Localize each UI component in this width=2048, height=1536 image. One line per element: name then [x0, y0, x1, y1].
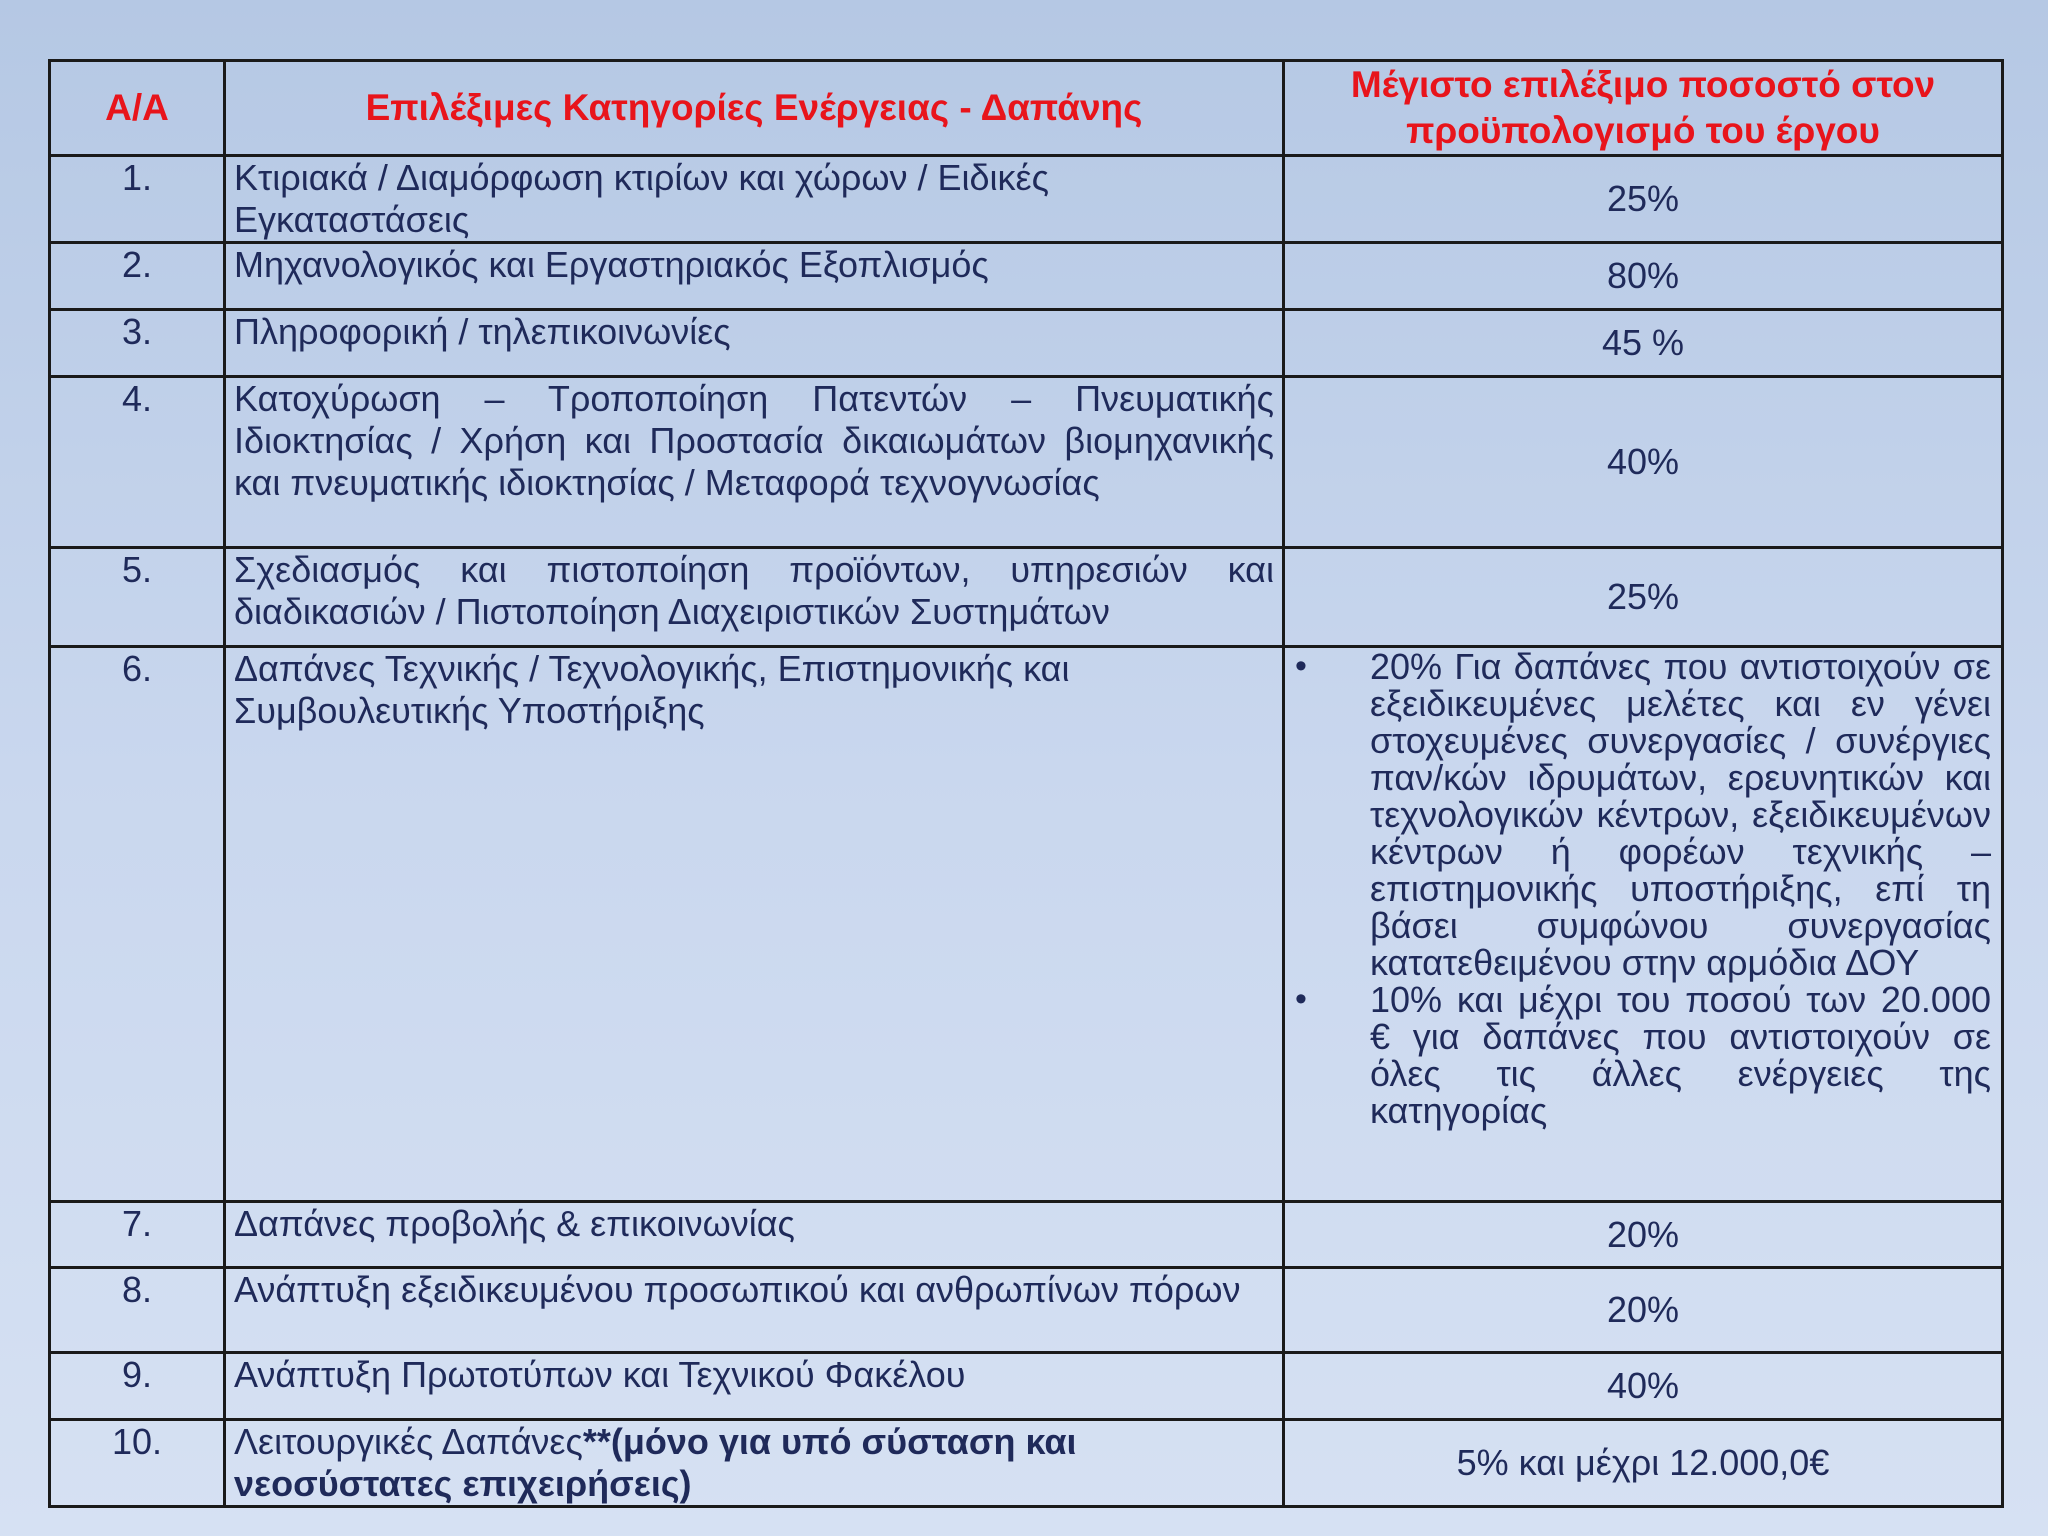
row-percentage: 20%: [1284, 1202, 2003, 1268]
table-row: [50, 156, 2003, 243]
row-percentage: 40%: [1284, 1353, 2003, 1420]
row-number: 9.: [50, 1353, 225, 1420]
row-category: Κτιριακά / Διαμόρφωση κτιρίων και χώρων / Ειδικές Εγκαταστάσεις: [225, 156, 1284, 243]
row-number: 10.: [50, 1420, 225, 1507]
row-number: 3.: [50, 310, 225, 377]
row-category: Σχεδιασμός και πιστοποίηση προϊόντων, υπηρεσιών και διαδικασιών / Πιστοποίηση Διαχειριστικών Συστημάτων: [225, 548, 1284, 647]
row-category: Κατοχύρωση – Τροποποίηση Πατεντών – Πνευματικής Ιδιοκτησίας / Χρήση και Προστασία δικαιωμάτων βιομηχανικής και πνευματικής ιδιοκτησίας / Μεταφορά τεχνογνωσίας: [225, 377, 1284, 548]
row-number: 2.: [50, 243, 225, 310]
bullet-item: • 10% και μέχρι του ποσού των 20.000 € για δαπάνες που αντιστοιχούν σε όλες τις άλλες ενέργειες της κατηγορίας: [1295, 981, 1991, 1129]
row-percentage: 45 %: [1284, 310, 2003, 377]
header-aa: Α/Α: [50, 61, 225, 156]
category-text: Λειτουργικές Δαπάνες: [234, 1421, 583, 1462]
table-row: [50, 548, 2003, 647]
category-note-bold: **(μόνο για υπό σύσταση και νεοσύστατες επιχειρήσεις): [234, 1421, 1077, 1504]
table-row: [50, 243, 2003, 310]
row-category: [225, 1420, 1284, 1507]
row-percentage: 25%: [1284, 156, 2003, 243]
table-row: [50, 310, 2003, 377]
row-category: Ανάπτυξη Πρωτοτύπων και Τεχνικού Φακέλου: [225, 1353, 1284, 1420]
row-number: 5.: [50, 548, 225, 647]
header-max-percentage: Μέγιστο επιλέξιμο ποσοστό στον προϋπολογισμό του έργου: [1284, 61, 2003, 156]
table-row: [50, 377, 2003, 548]
row-number: 1.: [50, 156, 225, 243]
row-category: Ανάπτυξη εξειδικευμένου προσωπικού και ανθρωπίνων πόρων: [225, 1268, 1284, 1353]
row-percentage: 40%: [1284, 377, 2003, 548]
table-row: [50, 1268, 2003, 1353]
row-percentage: 20%: [1284, 1268, 2003, 1353]
table-row: [50, 1353, 2003, 1420]
row-number: 6.: [50, 647, 225, 1202]
table-row: [50, 1202, 2003, 1268]
bullet-list: [1285, 648, 2001, 1129]
row-number: 4.: [50, 377, 225, 548]
row-category: Μηχανολογικός και Εργαστηριακός Εξοπλισμός: [225, 243, 1284, 310]
row-number: 7.: [50, 1202, 225, 1268]
row-percentage: 80%: [1284, 243, 2003, 310]
bullet-item: • 20% Για δαπάνες που αντιστοιχούν σε εξειδικευμένες μελέτες και εν γένει στοχευμένες συνεργασίες / συνέργιες παν/κών ιδρυμάτων, ερευνητικών και τεχνολογικών κέντρων, εξειδικευμένων κέντρων ή φορέων τεχνικής – επιστημονικής υποστήριξης, επί τη βάσει συμφώνου συνεργασίας κατατεθειμένου στην αρμόδια ΔΟΥ: [1295, 648, 1991, 981]
table-row: [50, 647, 2003, 1202]
row-category: Πληροφορική / τηλεπικοινωνίες: [225, 310, 1284, 377]
header-category: Επιλέξιμες Κατηγορίες Ενέργειας - Δαπάνης: [225, 61, 1284, 156]
row-percentage: 25%: [1284, 548, 2003, 647]
row-category: Δαπάνες Τεχνικής / Τεχνολογικής, Επιστημονικής και Συμβουλευτικής Υποστήριξης: [225, 647, 1284, 1202]
table-row: [50, 1420, 2003, 1507]
row-percentage-bullets: [1284, 647, 2003, 1202]
table-header-row: [50, 61, 2003, 156]
expense-table-container: [48, 59, 2001, 1508]
expense-categories-table: [48, 59, 2004, 1508]
row-number: 8.: [50, 1268, 225, 1353]
row-category: Δαπάνες προβολής & επικοινωνίας: [225, 1202, 1284, 1268]
row-percentage: 5% και μέχρι 12.000,0€: [1284, 1420, 2003, 1507]
